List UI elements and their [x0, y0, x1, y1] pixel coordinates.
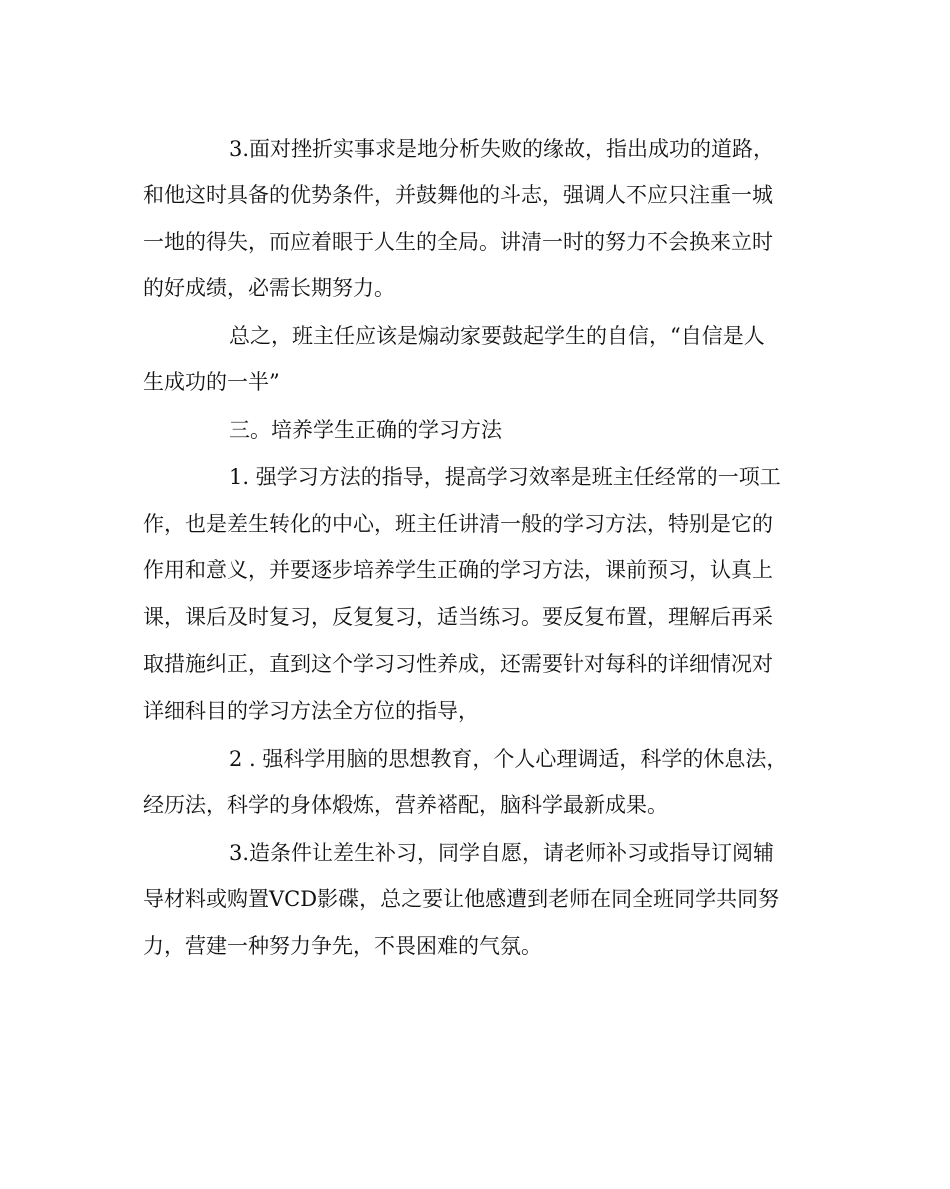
text-line: 1. 强学习方法的指导，提高学习效率是班主任经常的一项工 [229, 465, 781, 489]
text-line: 的好成绩，必需长期努力。 [143, 276, 395, 300]
text-line: 3.面对挫折实事求是地分析失败的缘故，指出成功的道路， [229, 137, 775, 161]
text-line: 3.造条件让差生补习，同学自愿，请老师补习或指导订阅辅 [229, 841, 775, 865]
section-heading: 三。培养学生正确的学习方法 [229, 418, 502, 442]
text-line: 和他这时具备的优势条件，并鼓舞他的斗志，强调人不应只注重一城 [143, 183, 773, 207]
text-line: 详细科目的学习方法全方位的指导， [143, 699, 479, 723]
text-line: 经历法，科学的身体煅炼，营养褡配，脑科学最新成果。 [143, 793, 668, 817]
text-line: 取措施纠正，直到这个学习习性养成，还需要针对每科的详细情况对 [143, 652, 773, 676]
text-line: 课，课后及时复习，反复复习，适当练习。要反复布置，理解后再采 [143, 605, 773, 629]
text-line: 导材料或购置VCD影碟，总之要让他感遭到老师在同全班同学共同努 [143, 887, 780, 911]
text-line: 力，营建一种努力争先，不畏困难的气氛。 [143, 934, 542, 958]
text-line: 一地的得失，而应着眼于人生的全局。讲清一时的努力不会换来立时 [143, 230, 773, 254]
text-line: 作，也是差生转化的中心，班主任讲清一般的学习方法，特别是它的 [143, 512, 773, 536]
text-line: 总之，班主任应该是煽动家要鼓起学生的自信，“自信是人 [229, 324, 765, 348]
text-line: 2 . 强科学用脑的思想教育，个人心理调适，科学的休息法， [229, 747, 788, 771]
text-line: 生成功的一半” [143, 370, 280, 394]
text-line: 作用和意义，并要逐步培养学生正确的学习方法，课前预习，认真上 [143, 558, 773, 582]
